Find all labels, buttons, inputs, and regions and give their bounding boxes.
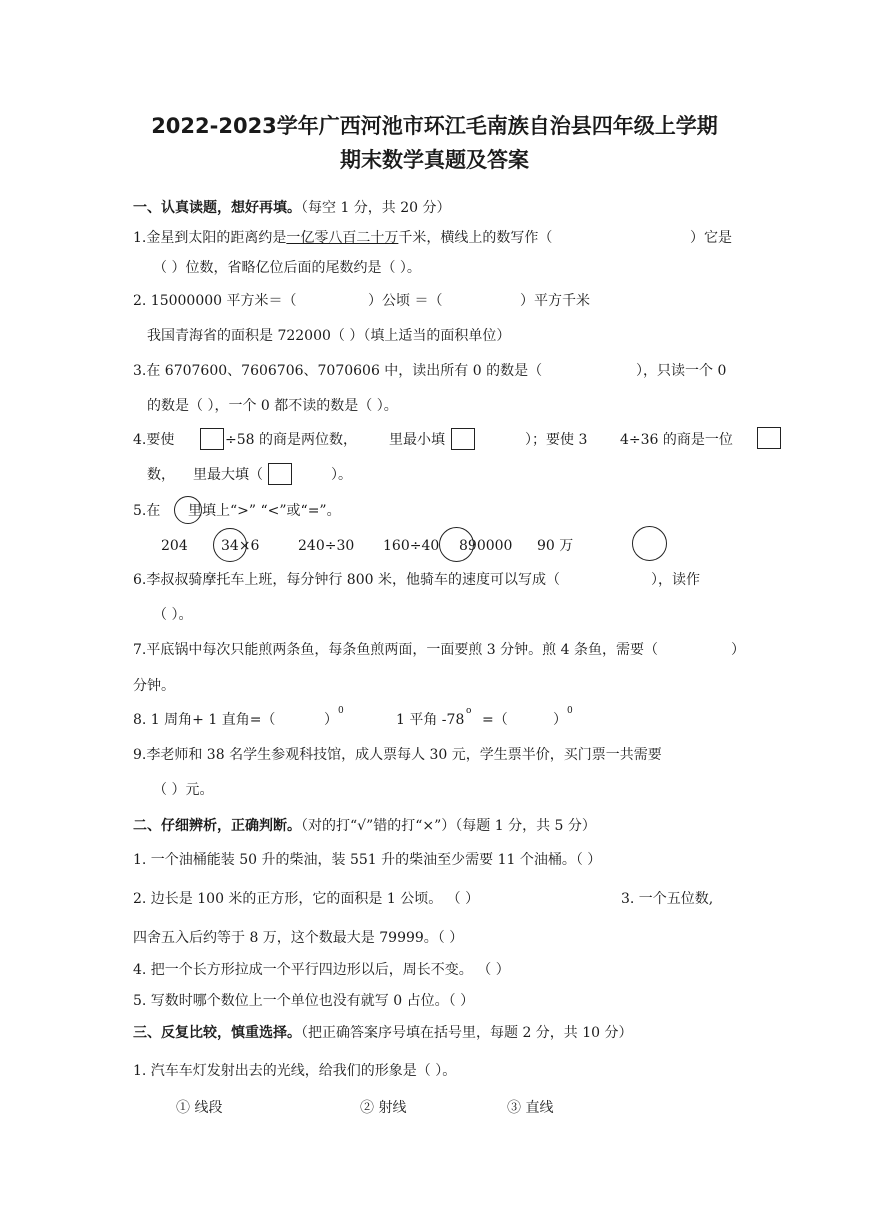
q4-line2-c: ）。 <box>331 467 352 483</box>
document-title-line2: 期末数学真题及答案 <box>340 148 529 172</box>
q7-line1-b: ） <box>731 642 745 658</box>
question-9-line2: （ ）元。 <box>153 782 214 798</box>
q1-text-a: 1.金星到太阳的距离约是 <box>133 230 287 246</box>
q1-text-b: 千米，横线上的数写作（ <box>398 230 553 246</box>
section3-heading-text: 三、反复比较，慎重选择。 <box>133 1025 301 1041</box>
q4-blank-box-4 <box>268 463 292 485</box>
q5-item-4: 160÷40 <box>383 538 440 554</box>
question-6-line2: （ ）。 <box>153 607 193 623</box>
question-1-line2: （ ）位数，省略亿位后面的尾数约是（ ）。 <box>153 260 421 276</box>
q6-line1-b: ），读作 <box>651 572 700 588</box>
q4-text-d: ）；要使 3 <box>525 432 588 448</box>
q4-blank-box-3 <box>757 427 781 449</box>
section2-heading <box>133 817 596 835</box>
q3-line1-a: 3.在 6707600、7606706、7070606 中，读出所有 0 的数是（ <box>133 363 543 379</box>
choice-option-3: ③ 直线 <box>507 1100 554 1116</box>
q8-degree-sign-3: 0 <box>567 706 573 716</box>
q4-text-b: ÷58 的商是两位数， <box>225 432 357 448</box>
q8-text-e: ） <box>553 712 567 728</box>
q4-text-e: 4÷36 的商是一位 <box>620 432 733 448</box>
q2-line1-a: 2. 15000000 平方米＝（ <box>133 293 297 309</box>
q1-underlined-number: 一亿零八百二十万 <box>286 230 399 246</box>
q5-compare-circle-3 <box>632 526 667 561</box>
section2-heading-text: 二、仔细辨析，正确判断。 <box>133 818 301 834</box>
question-3-line2: 的数是（ ），一个 0 都不读的数是（ ）。 <box>147 398 398 414</box>
q2-line1-b: ）公顷 ＝（ <box>368 293 443 309</box>
q4-blank-box-2 <box>451 428 475 450</box>
q4-line2-a: 数， <box>147 467 175 483</box>
q4-text-a: 4.要使 <box>133 432 175 448</box>
q7-line1-a: 7.平底锅中每次只能煎两条鱼，每条鱼煎两面，一面要煎 3 分钟。煎 4 条鱼，需要（ <box>133 642 658 658</box>
q5-text-a: 5.在 <box>133 503 161 519</box>
judge-question-1: 1. 一个油桶能装 50 升的柴油，装 551 升的柴油至少需要 11 个油桶。（ ） <box>133 852 602 868</box>
q5-text-b: 里填上“>” “<”或“=”。 <box>188 503 341 519</box>
document-title-line1: 2022-2023学年广西河池市环江毛南族自治县四年级上学期 <box>151 114 718 138</box>
judge-question-3-start: 3. 一个五位数, <box>621 891 714 907</box>
choice-option-1: ① 线段 <box>176 1100 223 1116</box>
judge-question-4: 4. 把一个长方形拉成一个平行四边形以后，周长不变。 （ ） <box>133 962 510 978</box>
choice-option-2: ② 射线 <box>360 1100 407 1116</box>
section1-heading-text: 一、认真读题，想好再填。 <box>133 200 301 216</box>
question-1-line1 <box>133 229 552 247</box>
q5-item-1: 204 <box>161 538 188 554</box>
judge-question-3-end: 四舍五入后约等于 8 万，这个数最大是 79999。（ ） <box>133 930 464 946</box>
q8-text-d: =（ <box>482 712 508 728</box>
question-2-line2: 我国青海省的面积是 722000（ ）（填上适当的面积单位） <box>147 328 511 344</box>
q3-line1-b: ），只读一个 0 <box>636 363 727 379</box>
q5-item-3: 240÷30 <box>298 538 355 554</box>
question-7-line2: 分钟。 <box>133 678 175 694</box>
q4-line2-b: 里最大填（ <box>193 467 263 483</box>
judge-question-2: 2. 边长是 100 米的正方形，它的面积是 1 公顷。 （ ） <box>133 891 480 907</box>
section2-note: （对的打“√”错的打“×”）（每题 1 分，共 5 分） <box>301 818 596 834</box>
q8-text-c: 1 平角 -78 <box>396 712 465 728</box>
section1-heading <box>133 199 451 217</box>
q4-text-c: 里最小填 <box>389 432 445 448</box>
judge-question-5: 5. 写数时哪个数位上一个单位也没有就写 0 占位。（ ） <box>133 993 475 1009</box>
section1-note: （每空 1 分，共 20 分） <box>301 200 451 216</box>
q8-text-a: 8. 1 周角+ 1 直角=（ <box>133 712 276 728</box>
q6-line1-a: 6.李叔叔骑摩托车上班，每分钟行 800 米，他骑车的速度可以写成（ <box>133 572 560 588</box>
q8-degree-sign-2: o <box>466 706 472 716</box>
question-9-line1: 9.李老师和 38 名学生参观科技馆，成人票每人 30 元，学生票半价，买门票一共需要 <box>133 747 662 763</box>
q5-item-2: 34×6 <box>221 538 260 554</box>
q1-text-c: ）它是 <box>690 230 732 246</box>
q5-item-5: 890000 <box>459 538 513 554</box>
q2-line1-c: ）平方千米 <box>520 293 590 309</box>
q4-blank-box-1 <box>200 428 224 450</box>
section3-heading <box>133 1024 633 1042</box>
q8-degree-sign-1: 0 <box>338 706 344 716</box>
section3-note: （把正确答案序号填在括号里，每题 2 分，共 10 分） <box>301 1025 633 1041</box>
q8-text-b: ） <box>324 712 338 728</box>
choice-question-1: 1. 汽车车灯发射出去的光线，给我们的形象是（ ）。 <box>133 1063 457 1079</box>
q5-item-6: 90 万 <box>537 538 574 554</box>
